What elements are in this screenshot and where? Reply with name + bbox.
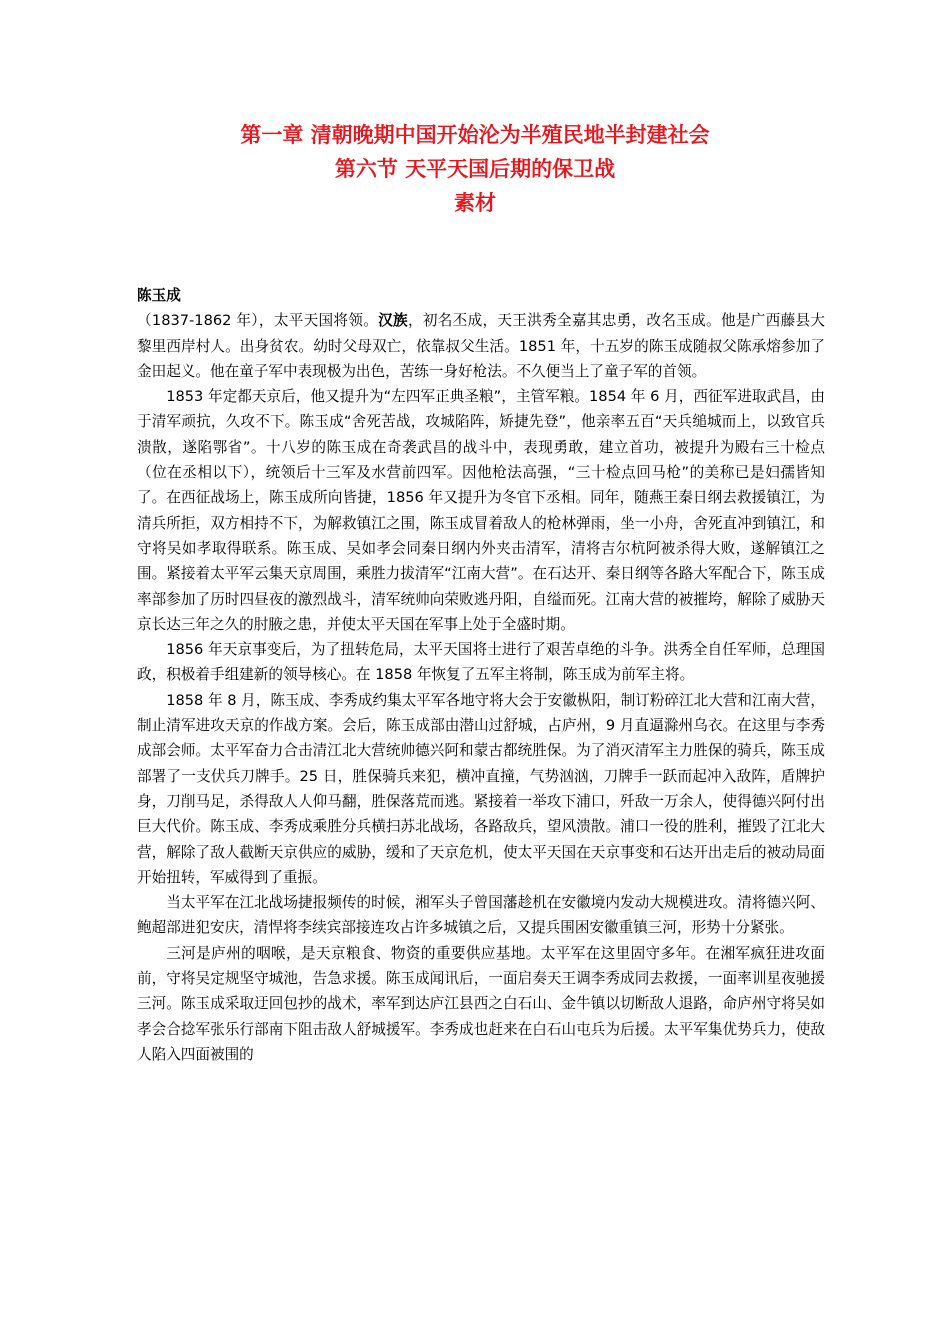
paragraph-5: 当太平军在江北战场捷报频传的时候，湘军头子曾国藩趁机在安徽境内发动大规模进攻。清将德兴阿、鲍超部进犯安庆，清悍将李续宾部接连攻占许多城镇之后，又提兵围困安徽重镇三河，形势十分紧张。 <box>137 894 825 937</box>
paragraph-4: 1858 年 8 月，陈玉成、李秀成约集太平军各地守将大会于安徽枞阳，制订粉碎江北大营和江南大营，制止清军进攻天京的作战方案。会后，陈玉成部由潜山过舒城，占庐州，9 月直逼滁州乌衣。在这里与李秀成部会师。太平军奋力合击清江北大营统帅德兴阿和蒙古都统胜保。为了消灭清军主力胜保的骑兵，陈玉成部署了一支伏兵刀牌手。25 日，胜保骑兵来犯，横冲直撞，气势汹汹，刀牌手一跃而起冲入敌阵，盾牌护身，刀削马足，杀得敌人人仰马翻，胜保落荒而逃。紧接着一举攻下浦口，歼敌一万余人，使得德兴阿付出巨大代价。陈玉成、李秀成乘胜分兵横扫苏北战场，各路敌兵，望风溃散。浦口一役的胜利，摧毁了江北大营，解除了敌人截断天京供应的威胁，缓和了天京危机，使太平天国在天京事变和石达开出走后的被动局面开始扭转，军威得到了重振。 <box>137 691 825 886</box>
title-block <box>0 118 950 220</box>
paragraph-1-lead: （1837-1862 年），太平天国将领。 <box>137 312 379 330</box>
section-title: 第六节 天平天国后期的保卫战 <box>334 157 616 181</box>
paragraph-1-rest: ，初名丕成，天王洪秀全嘉其忠勇，改名玉成。他是广西藤县大黎里西岸村人。出身贫农。幼时父母双亡，依靠叔父生活。1851 年，十五岁的陈玉成随叔父陈承熔参加了金田起义。他在童子军中表现极为出色，苦练一身好枪法。不久便当上了童子军的首领。 <box>137 312 825 380</box>
paragraph-3: 1856 年天京事变后，为了扭转危局，太平天国将士进行了艰苦卓绝的斗争。洪秀全自任军师，总理国政，积极着手组建新的领导核心。在 1858 年恢复了五军主将制，陈玉成为前军主将。 <box>137 641 825 684</box>
article-body <box>137 283 825 1067</box>
paragraph-1 <box>137 308 825 384</box>
material-subtitle: 素材 <box>454 191 496 215</box>
paragraph-1-bold: 汉族 <box>378 312 408 330</box>
chapter-title: 第一章 清朝晚期中国开始沦为半殖民地半封建社会 <box>240 123 710 147</box>
paragraph-6: 三河是庐州的咽喉，是天京粮食、物资的重要供应基地。太平军在这里固守多年。在湘军疯狂进攻面前，守将吴定规坚守城池，告急求援。陈玉成闻讯后，一面启奏天王调李秀成同去救援，一面率训星夜驰援三河。陈玉成采取迂回包抄的战术，率军到达庐江县西之白石山、金牛镇以切断敌人退路，命庐州守将吴如孝会合捻军张乐行部南下阻击敌人舒城援军。李秀成也赶来在白石山屯兵为后援。太平军集优势兵力，使敌人陷入四面被围的 <box>137 944 825 1063</box>
article-heading: 陈玉成 <box>137 287 181 304</box>
paragraph-2: 1853 年定都天京后，他又提升为“左四军正典圣粮”，主管军粮。1854 年 6 月，西征军进取武昌，由于清军顽抗，久攻不下。陈玉成“舍死苦战，攻城陷阵，矫捷先登”，他亲率五百“天兵缒城而上，以致官兵溃散，遂陷鄂省”。十八岁的陈玉成在奇袭武昌的战斗中，表现勇敢，建立首功，被提升为殿右三十检点（位在丞相以下），统领后十三军及水营前四军。因他枪法高强，“三十检点回马枪”的美称已是妇孺皆知了。在西征战场上，陈玉成所向皆捷，1856 年又提升为冬官下丞相。同年，随燕王秦日纲去救援镇江，为清兵所拒，双方相持不下，为解救镇江之围，陈玉成冒着敌人的枪林弹雨，坐一小舟，舍死直冲到镇江，和守将吴如孝取得联系。陈玉成、吴如孝会同秦日纲内外夹击清军，清将吉尔杭阿被杀得大败，遂解镇江之围。紧接着太平军云集天京周围，乘胜力拔清军“江南大营”。在石达开、秦日纲等各路大军配合下，陈玉成率部参加了历时四昼夜的激烈战斗，清军统帅向荣败逃丹阳，自缢而死。江南大营的被摧垮，解除了威胁天京长达三年之久的肘腋之患，并使太平天国在军事上处于全盛时期。 <box>137 388 825 633</box>
